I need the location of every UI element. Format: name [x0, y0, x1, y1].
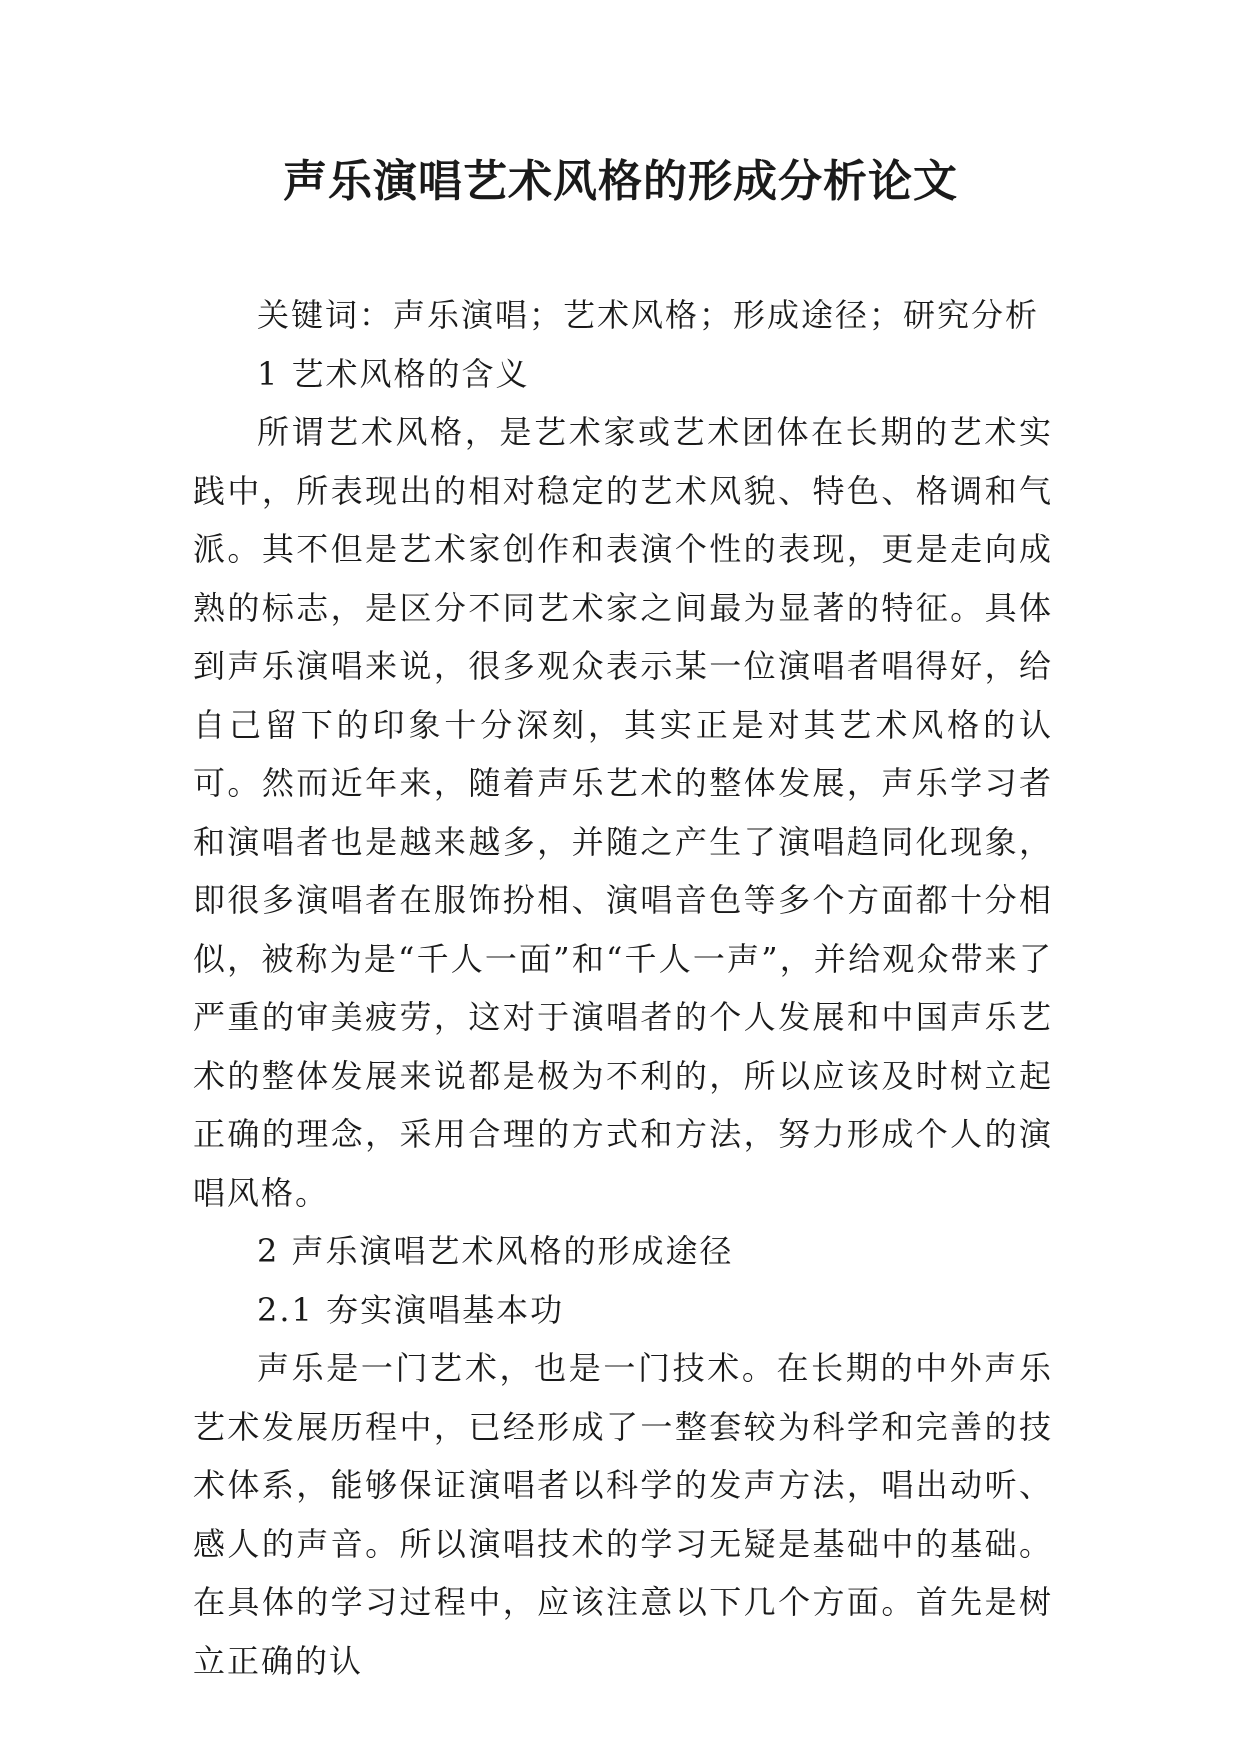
section-heading-1: 1 艺术风格的含义	[257, 354, 530, 393]
document-title: 声乐演唱艺术风格的形成分析论文	[283, 156, 958, 207]
subsection-heading-2-1: 2.1 夯实演唱基本功	[257, 1290, 565, 1329]
keywords-line: 关键词：声乐演唱；艺术风格；形成途径；研究分析	[257, 296, 1040, 334]
body-paragraph: 声乐是一门艺术，也是一门技术。在长期的中外声乐艺术发展历程中，已经形成了一整套较为科学和完善的技术体系，能够保证演唱者以科学的发声方法，唱出动听、感人的声音。所以演唱技术的学习无疑是基础中的基础。在具体的学习过程中，应该注意以下几个方面。首先是树立正确的认	[193, 1349, 1053, 1680]
body-paragraph: 所谓艺术风格，是艺术家或艺术团体在长期的艺术实践中，所表现出的相对稳定的艺术风貌、特色、格调和气派。其不但是艺术家创作和表演个性的表现，更是走向成熟的标志，是区分不同艺术家之间最为显著的特征。具体到声乐演唱来说，很多观众表示某一位演唱者唱得好，给自己留下的印象十分深刻，其实正是对其艺术风格的认可。然而近年来，随着声乐艺术的整体发展，声乐学习者和演唱者也是越来越多，并随之产生了演唱趋同化现象，即很多演唱者在服饰扮相、演唱音色等多个方面都十分相似，被称为是“千人一面”和“千人一声”，并给观众带来了严重的审美疲劳，这对于演唱者的个人发展和中国声乐艺术的整体发展来说都是极为不利的，所以应该及时树立起正确的理念，采用合理的方式和方法，努力形成个人的演唱风格。	[193, 413, 1053, 1212]
section-heading-2: 2 声乐演唱艺术风格的形成途径	[257, 1232, 734, 1270]
document-body	[193, 286, 1053, 1690]
